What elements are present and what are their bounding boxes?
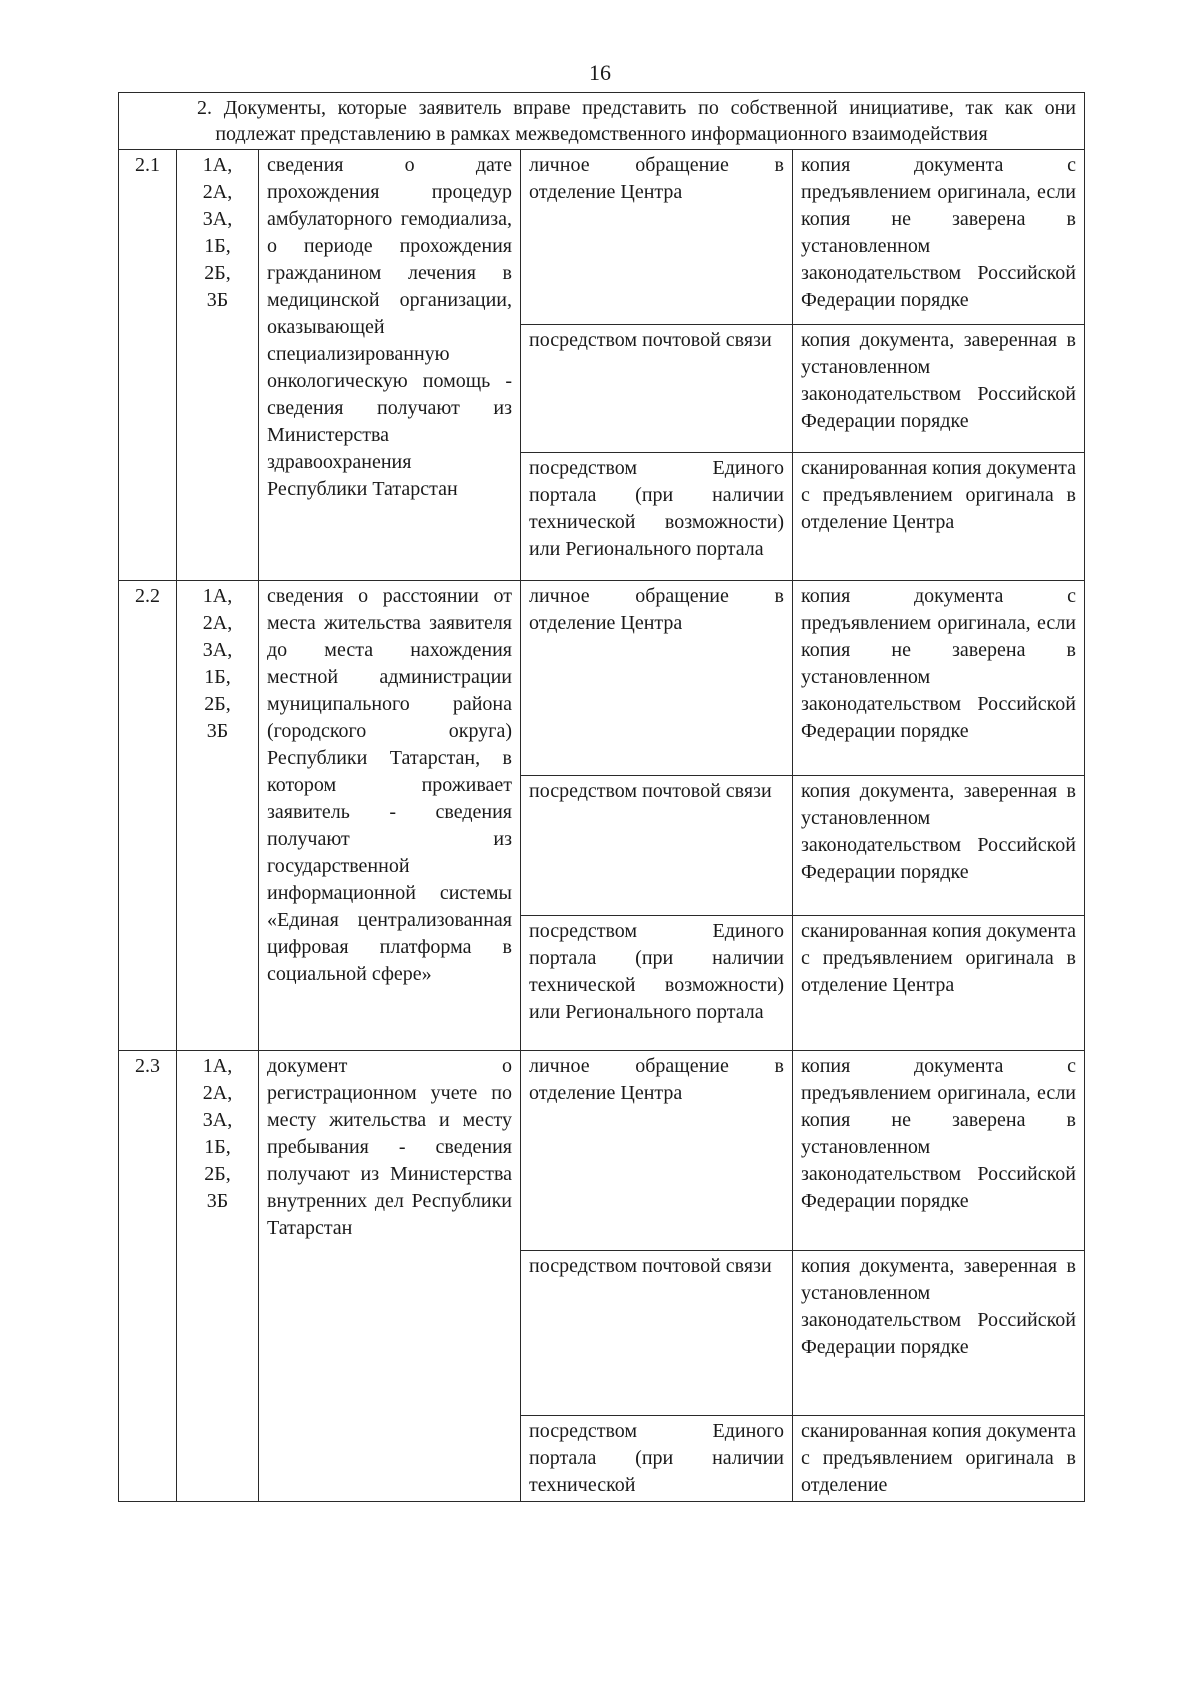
table-row	[119, 150, 1085, 325]
category: 2Б,	[204, 1163, 231, 1185]
applicant-categories	[177, 150, 259, 581]
category: 3А,	[202, 1109, 233, 1131]
document-form: копия документа с предъявлением оригинала, если копия не заверена в установленном законодательством Российской Федерации порядке	[793, 150, 1085, 325]
category: 2А,	[202, 612, 233, 634]
row-number: 2.1	[119, 150, 177, 581]
document-form: копия документа, заверенная в установленном законодательством Российской Федерации порядке	[793, 1251, 1085, 1416]
submission-method: посредством Единого портала (при наличии технической возможности) или Регионального портала	[521, 916, 793, 1051]
category: 1Б,	[204, 235, 231, 257]
submission-method: личное обращение в отделение Центра	[521, 1051, 793, 1251]
documents-table	[118, 92, 1085, 1502]
applicant-categories	[177, 1051, 259, 1502]
category: 3А,	[202, 208, 233, 230]
category: 3Б	[206, 720, 229, 742]
document-form: копия документа с предъявлением оригинала, если копия не заверена в установленном законодательством Российской Федерации порядке	[793, 1051, 1085, 1251]
category: 2Б,	[204, 693, 231, 715]
category: 1А,	[202, 585, 233, 607]
category: 1А,	[202, 1055, 233, 1077]
page-number: 16	[589, 60, 611, 85]
table-row	[119, 581, 1085, 776]
category: 2А,	[202, 1082, 233, 1104]
section-header: 2. Документы, которые заявитель вправе представить по собственной инициативе, так как они подлежат представлению в рамках межведомственного информационного взаимодействия	[119, 93, 1085, 150]
category: 1Б,	[204, 666, 231, 688]
row-number: 2.2	[119, 581, 177, 1051]
category: 3Б	[206, 289, 229, 311]
document-form: сканированная копия документа с предъявлением оригинала в отделение Центра	[793, 916, 1085, 1051]
submission-method: посредством почтовой связи	[521, 776, 793, 916]
table-row	[119, 1051, 1085, 1251]
document-description: сведения о дате прохождения процедур амбулаторного гемодиализа, о периоде прохождения гражданином лечения в медицинской организации, оказывающей специализированную онкологическую помощь - сведения получают из Министерства здравоохранения Республики Татарстан	[259, 150, 521, 581]
document-description: документ о регистрационном учете по месту жительства и месту пребывания - сведения получают из Министерства внутренних дел Республики Татарстан	[259, 1051, 521, 1502]
document-description: сведения о расстоянии от места жительства заявителя до места нахождения местной администрации муниципального района (городского округа) Республики Татарстан, в котором проживает заявитель - сведения получают из государственной информационной системы «Единая централизованная цифровая платформа в социальной сфере»	[259, 581, 521, 1051]
submission-method: посредством почтовой связи	[521, 1251, 793, 1416]
category: 1А,	[202, 154, 233, 176]
document-form: копия документа, заверенная в установленном законодательством Российской Федерации порядке	[793, 776, 1085, 916]
submission-method: посредством Единого портала (при наличии технической	[521, 1416, 793, 1502]
row-number: 2.3	[119, 1051, 177, 1502]
category: 3Б	[206, 1190, 229, 1212]
document-form: копия документа, заверенная в установленном законодательством Российской Федерации порядке	[793, 325, 1085, 453]
submission-method: посредством Единого портала (при наличии технической возможности) или Регионального портала	[521, 453, 793, 581]
submission-method: личное обращение в отделение Центра	[521, 150, 793, 325]
applicant-categories	[177, 581, 259, 1051]
category: 2А,	[202, 181, 233, 203]
submission-method: посредством почтовой связи	[521, 325, 793, 453]
category: 2Б,	[204, 262, 231, 284]
category: 3А,	[202, 639, 233, 661]
document-form: копия документа с предъявлением оригинала, если копия не заверена в установленном законодательством Российской Федерации порядке	[793, 581, 1085, 776]
section-header-row	[119, 93, 1085, 150]
submission-method: личное обращение в отделение Центра	[521, 581, 793, 776]
category: 1Б,	[204, 1136, 231, 1158]
document-form: сканированная копия документа с предъявлением оригинала в отделение Центра	[793, 453, 1085, 581]
document-form: сканированная копия документа с предъявлением оригинала в отделение	[793, 1416, 1085, 1502]
